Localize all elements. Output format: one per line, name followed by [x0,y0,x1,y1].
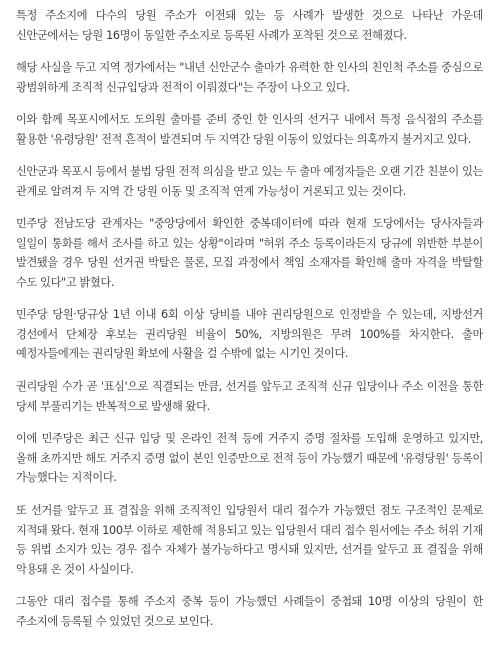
article-paragraph-10: 그동안 대리 접수를 통해 주소지 중복 등이 가능했던 사례들이 중첩돼 10명 이상의 당원이 한 주소지에 등록될 수 있었던 것으로 보인다. [16,595,483,628]
article-paragraph-2: 해당 사실을 두고 지역 정가에서는 "내년 신안군수 출마가 유력한 한 인사의 친인척 주소를 중심으로 광범위하게 조직적 신규입당과 전적이 이뤄졌다"는 주장이 나오고 있다. [16,61,483,94]
article-paragraph-4: 신안군과 목포시 등에서 불법 당원 전적 의심을 받고 있는 두 출마 예정자들은 오랜 기간 친분이 있는 관계로 알려져 두 지역 간 당원 이동 및 조직적 연계 가능성이 거론되고 있는 것이다. [16,165,483,198]
article-paragraph-5: 민주당 전남도당 관계자는 "중앙당에서 확인한 중복데이터에 따라 현재 도당에서는 당사자들과 일일이 통화를 해서 조사를 하고 있는 상황"이라며 "허위 주소 등록이라든지 당규에 위반한 부분이 발견됐을 경우 당원 선거권 박탈은 물론, 모집 과정에서 책임 소재자를 확인해 출마 자격을 박탈할 수도 있다"고 밝혔다. [16,217,483,289]
article-paragraph-1: 특정 주소지에 다수의 당원 주소가 이전돼 있는 등 사례가 발생한 것으로 나타난 가운데 신안군에서는 당원 16명이 동일한 주소지로 등록된 사례가 포착된 것으로 전해졌다. [16,9,483,42]
article-paragraph-8: 이에 민주당은 최근 신규 입당 및 온라인 전적 등에 거주지 증명 절차를 도입해 운영하고 있지만, 올해 초까지만 해도 거주지 증명 없이 본인 인증만으로 전적 등이 가능했기 때문에 '유령당원' 등록이 가능했다는 지적이다. [16,432,483,484]
article-paragraph-9: 또 선거를 앞두고 표 결집을 위해 조직적인 입당원서 대리 접수가 가능했던 점도 구조적인 문제로 지적돼 왔다. 현재 100부 이하로 제한해 적용되고 있는 입당원서 대리 접수 원서에는 주소 허위 기재 등 위법 소지가 있는 경우 접수 자체가 불가능하다고 명시돼 있지만, 선거를 앞두고 표 결집을 위해 악용돼 온 것이 사실이다. [16,504,483,576]
article-paragraph-6: 민주당 당원·당규상 1년 이내 6회 이상 당비를 내야 권리당원으로 인정받을 수 있는데, 지방선거 경선에서 단체장 후보는 권리당원 비율이 50%, 지방의원은 무려 100%를 차지한다. 출마 예정자들에게는 권리당원 확보에 사활을 걸 수밖에 없는 시기인 것이다. [16,308,483,360]
article-paragraph-3: 이와 함께 목포시에서도 도의원 출마를 준비 중인 한 인사의 선거구 내에서 특정 음식점의 주소를 활용한 '유령당원' 전적 흔적이 발견되며 두 지역간 당원 이동이 있었다는 의혹까지 불거지고 있다. [16,113,483,146]
article-paragraph-7: 권리당원 수가 곧 '표심'으로 직결되는 만큼, 선거를 앞두고 조직적 신규 입당이나 주소 이전을 통한 당세 부풀리기는 반복적으로 발생해 왔다. [16,380,483,413]
